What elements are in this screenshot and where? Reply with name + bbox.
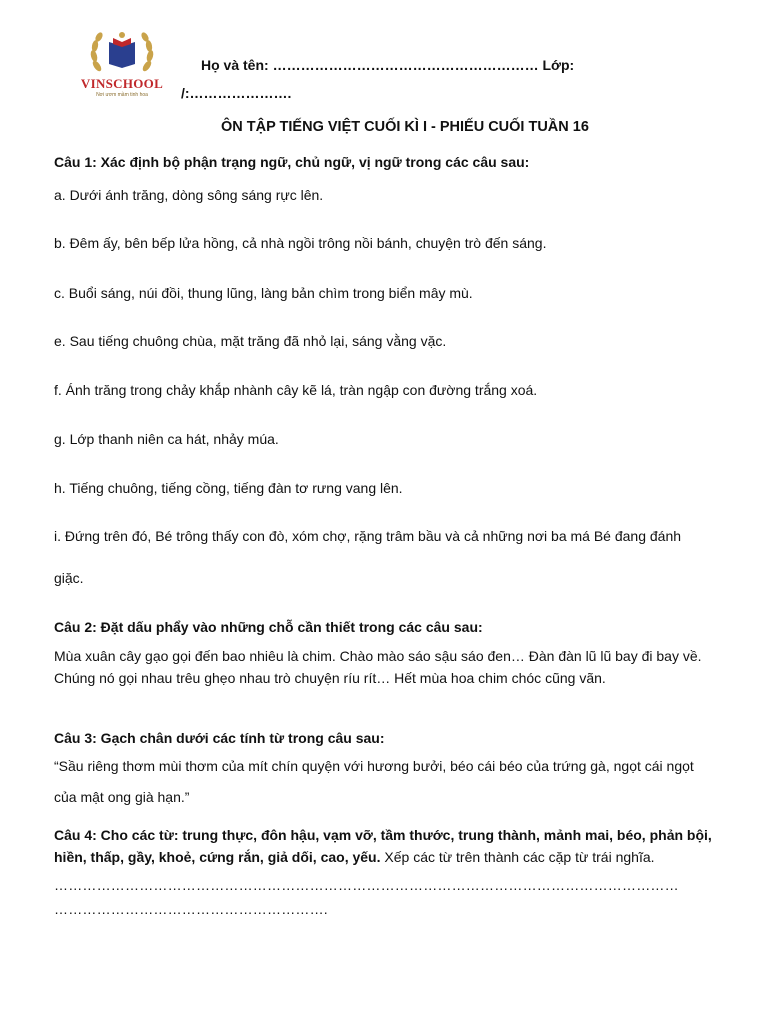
question-4-instruction: Xếp các từ trên thành các cặp từ trái nghĩa. [380, 849, 655, 865]
question-3-prompt: Câu 3: Gạch chân dưới các tính từ trong câu sau: [54, 730, 385, 746]
laurel-book-icon [87, 26, 157, 78]
answer-line-2[interactable]: …………………………………………………. [54, 901, 328, 917]
question-1-item-a: a. Dưới ánh trăng, dòng sông sáng rực lên. [54, 187, 324, 203]
question-2-text-line-2: Chúng nó gọi nhau trêu ghẹo nhau trò chuyện ríu rít… Hết mùa hoa chim chóc cũng vãn. [54, 670, 606, 686]
question-1-item-g: g. Lớp thanh niên ca hát, nhảy múa. [54, 431, 279, 447]
question-1-prompt: Câu 1: Xác định bộ phận trạng ngữ, chủ ngữ, vị ngữ trong các câu sau: [54, 154, 530, 170]
class-field-dots[interactable]: /:…………………. [181, 85, 292, 101]
student-name-field[interactable]: Họ và tên: ………………………………………………… Lớp: [201, 57, 575, 73]
question-1-item-h: h. Tiếng chuông, tiếng cồng, tiếng đàn tơ rưng vang lên. [54, 480, 403, 496]
logo-brand-text: VINSCHOOL [80, 76, 164, 91]
question-3-text-line-2: của mật ong già hạn.” [54, 789, 190, 805]
question-1-item-i: i. Đứng trên đó, Bé trông thấy con đò, xóm chợ, rặng trâm bầu và cả những nơi ba má Bé đang đánh [54, 528, 682, 544]
school-logo [76, 26, 168, 106]
logo-slogan: Nơi ươm mầm tinh hoa [96, 92, 148, 98]
question-1-item-f: f. Ánh trăng trong chảy khắp nhành cây kẽ lá, tràn ngập con đường trắng xoá. [54, 382, 538, 398]
question-1-item-e: e. Sau tiếng chuông chùa, mặt trăng đã nhỏ lại, sáng vằng vặc. [54, 333, 447, 349]
question-2-prompt: Câu 2: Đặt dấu phẩy vào những chỗ cần thiết trong các câu sau: [54, 619, 483, 635]
answer-line-1[interactable]: …………………………………………………………………………………………………………………… [54, 877, 679, 893]
page-title: ÔN TẬP TIẾNG VIỆT CUỐI KÌ I - PHIẾU CUỐI TUẦN 16 [221, 119, 589, 135]
question-4-word-list: hiền, thấp, gầy, khoẻ, cứng rắn, giả dối, cao, yếu. [54, 849, 381, 865]
question-2-text-line-1: Mùa xuân cây gạo gọi đến bao nhiêu là chim. Chào mào sáo sậu sáo đen… Đàn đàn lũ lũ bay đi bay về. [54, 648, 702, 664]
question-4-prompt-line-1: Câu 4: Cho các từ: trung thực, đôn hậu, vạm vỡ, tầm thước, trung thành, mảnh mai, béo, phản bội, [54, 827, 712, 843]
question-1-item-i-cont: giặc. [54, 570, 84, 586]
question-4-prompt-line-2 [54, 849, 655, 865]
question-1-item-c: c. Buổi sáng, núi đồi, thung lũng, làng bản chìm trong biển mây mù. [54, 285, 473, 301]
question-1-item-b: b. Đêm ấy, bên bếp lửa hồng, cả nhà ngồi trông nồi bánh, chuyện trò đến sáng. [54, 235, 547, 251]
question-3-text-line-1: “Sầu riêng thơm mùi thơm của mít chín quyện với hương bưởi, béo cái béo của trứng gà, ngọt cái ngọt [54, 758, 694, 774]
